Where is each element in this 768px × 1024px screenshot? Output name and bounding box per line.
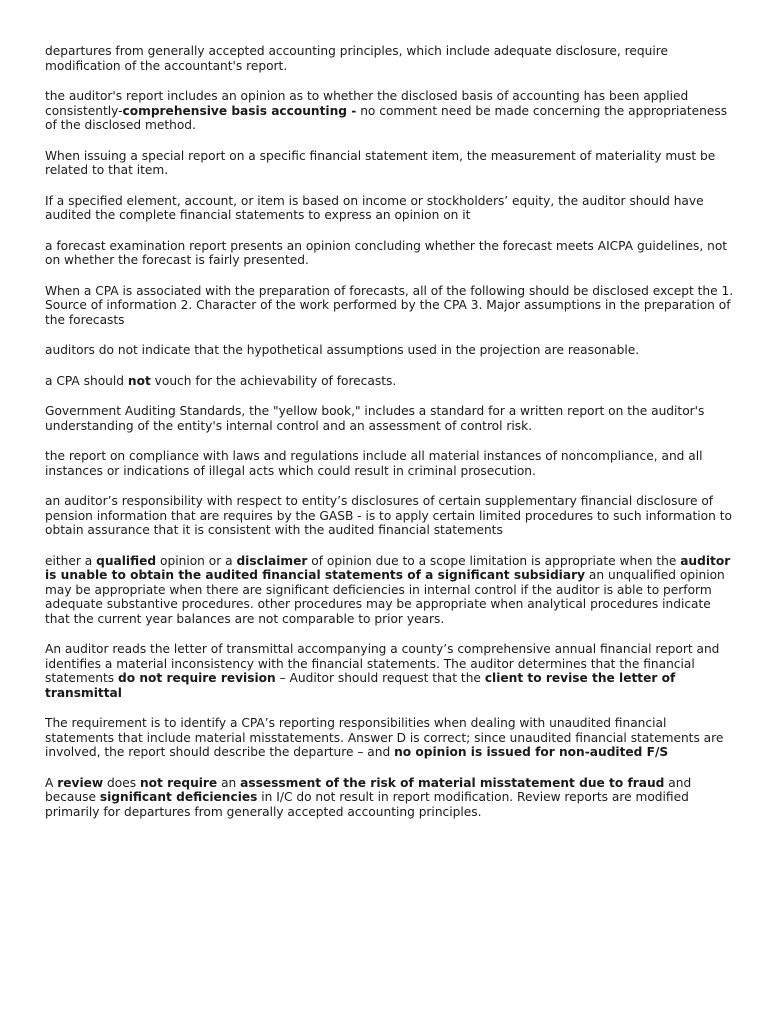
text-run: an auditor’s responsibility with respect to entity’s disclosures of certain supplementary financial disclosure of pension information that are requires by the GASB - is to apply certain limited procedures to such information to obtain assurance that it is consistent with the audited financial statements [45,494,732,537]
paragraph-6 [45,284,735,328]
paragraph-3 [45,149,735,178]
text-run: no comment need be made concerning the appropriateness of the disclosed method. [45,103,728,132]
text-run: the auditor's report includes an opinion as to whether the disclosed basis of accounting has been applied consistently- [45,89,689,118]
paragraph-12 [45,554,735,627]
text-run: does [103,775,140,790]
text-run: An auditor reads the letter of transmittal accompanying a county’s comprehensive annual financial report and identifies a material inconsistency with the financial statements. The auditor determines that the financial statements [45,642,720,685]
text-run: an unqualified opinion may be appropriate when there are significant deficiencies in internal control if the auditor is able to perform adequate substantive procedures. other procedures may be appropriate when analytical procedures indicate that the current year balances are not comparable to prior years. [45,568,725,626]
text-run: A [45,775,58,790]
text-run: – Auditor should request that the [275,671,485,685]
text-run: opinion or a [156,553,237,568]
paragraph-11 [45,494,735,538]
paragraph-14 [45,716,735,760]
text-run: an [217,775,241,790]
text-run: the report on compliance with laws and regulations include all material instances of noncompliance, and all instances or indications of illegal acts which could result in criminal prosecution. [45,449,703,478]
text-run: The requirement is to identify a CPA’s reporting responsibilities when dealing with unaudited financial statements that include material misstatements. Answer D is correct; since unaudited financial statements are involved, the report should describe the departure – and [45,716,724,759]
bold-text-run: comprehensive basis accounting - [122,103,357,118]
text-run: of opinion due to a scope limitation is appropriate when the [307,553,681,568]
text-run: a CPA should [45,373,128,388]
text-run: vouch for the achievability of forecasts. [150,373,397,388]
bold-text-run: disclaimer [236,553,308,568]
bold-text-run: not require [139,775,218,790]
text-run: Government Auditing Standards, the "yellow book," includes a standard for a written report on the auditor's understanding of the entity's internal control and an assessment of control risk. [45,404,705,433]
paragraph-2 [45,89,735,133]
bold-text-run: do not require revision [117,671,276,685]
text-run: If a specified element, account, or item is based on income or stockholders’ equity, the auditor should have audited the complete financial statements to express an opinion on it [45,193,704,222]
paragraph-1 [45,44,735,73]
bold-text-run: assessment of the risk of material misstatement due to fraud [240,775,665,790]
text-run: When a CPA is associated with the preparation of forecasts, all of the following should be disclosed except the 1. Source of information 2. Character of the work performed by the CPA 3. Major assumptions in the preparation of the forecasts [45,283,734,327]
paragraph-9 [45,404,735,433]
text-run: a forecast examination report presents an opinion concluding whether the forecast meets AICPA guidelines, not on whether the forecast is fairly presented. [45,238,728,267]
paragraph-13 [45,642,735,700]
paragraph-15 [45,776,735,820]
bold-text-run: significant deficiencies [99,790,258,804]
text-run: and because [45,775,692,804]
paragraph-4 [45,194,735,223]
paragraph-10 [45,449,735,478]
paragraph-8 [45,374,735,389]
text-run: in I/C do not result in report modification. Review reports are modified primarily for departures from generally accepted accounting principles. [45,790,689,819]
bold-text-run: qualified [96,553,157,568]
text-run: When issuing a special report on a specific financial statement item, the measurement of materiality must be related to that item. [45,148,716,177]
paragraph-5 [45,239,735,268]
document-page [45,44,735,835]
paragraph-7 [45,343,735,358]
text-run: auditors do not indicate that the hypothetical assumptions used in the projection are reasonable. [45,343,640,357]
bold-text-run: review [57,775,104,790]
bold-text-run: client to revise the letter of transmittal [45,671,676,700]
bold-text-run: no opinion is issued for non-audited F/S [394,745,669,759]
bold-text-run: auditor is unable to obtain the audited financial statements of a significant subsidiary [45,553,731,582]
bold-text-run: not [127,373,151,388]
text-run: departures from generally accepted accounting principles, which include adequate disclosure, require modification of the accountant's report. [45,44,668,73]
text-run: either a [45,553,97,568]
